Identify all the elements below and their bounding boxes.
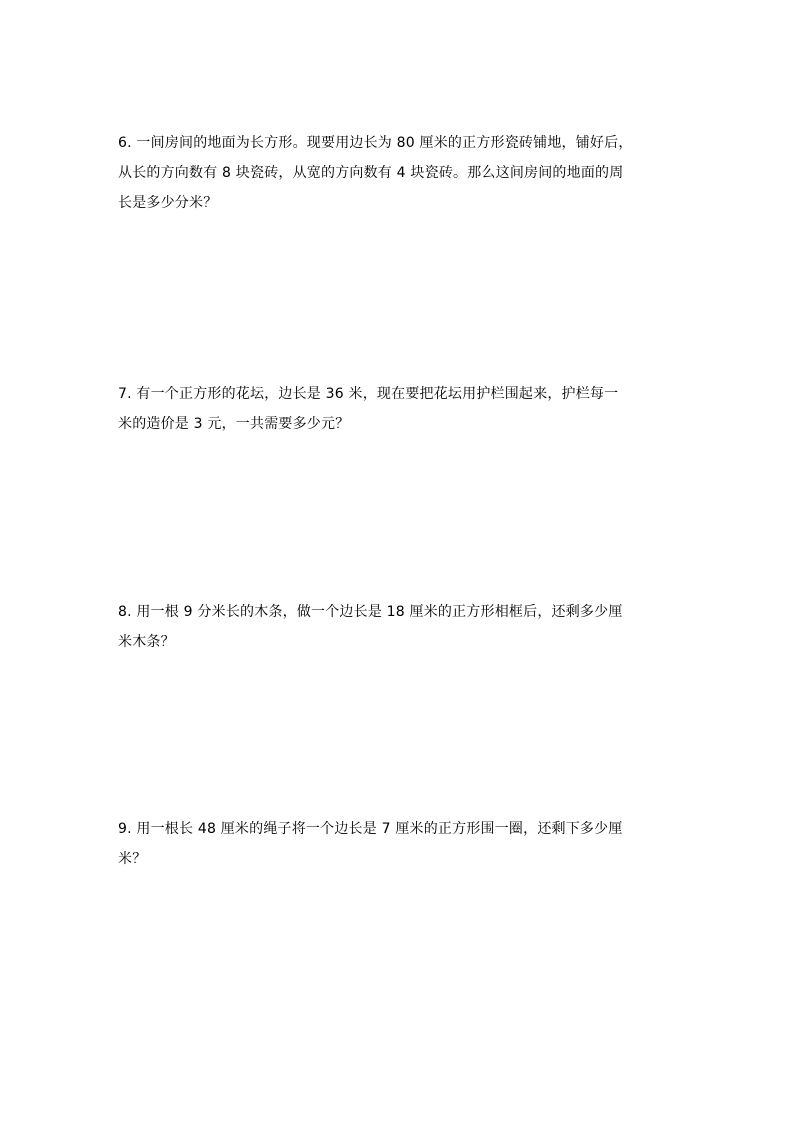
question-8-line-2: 米木条？ xyxy=(118,634,175,650)
question-6-line-1: 6. 一间房间的地面为长方形。现要用边长为 80 厘米的正方形瓷砖铺地，铺好后， xyxy=(118,135,633,151)
question-7 xyxy=(118,379,678,439)
question-6-line-3: 长是多少分米？ xyxy=(118,195,218,211)
question-6 xyxy=(118,128,678,218)
question-6-line-2: 从长的方向数有 8 块瓷砖，从宽的方向数有 4 块瓷砖。那么这间房间的地面的周 xyxy=(118,165,624,181)
question-8 xyxy=(118,597,678,657)
question-8-line-1: 8. 用一根 9 分米长的木条，做一个边长是 18 厘米的正方形相框后，还剩多少厘 xyxy=(118,604,623,620)
question-7-line-1: 7. 有一个正方形的花坛，边长是 36 米，现在要把花坛用护栏围起来，护栏每一 xyxy=(118,386,619,402)
question-9-line-2: 米？ xyxy=(118,851,147,867)
question-9 xyxy=(118,814,678,874)
question-9-line-1: 9. 用一根长 48 厘米的绳子将一个边长是 7 厘米的正方形围一圈，还剩下多少厘 xyxy=(118,821,623,837)
question-7-line-2: 米的造价是 3 元，一共需要多少元？ xyxy=(118,416,350,432)
